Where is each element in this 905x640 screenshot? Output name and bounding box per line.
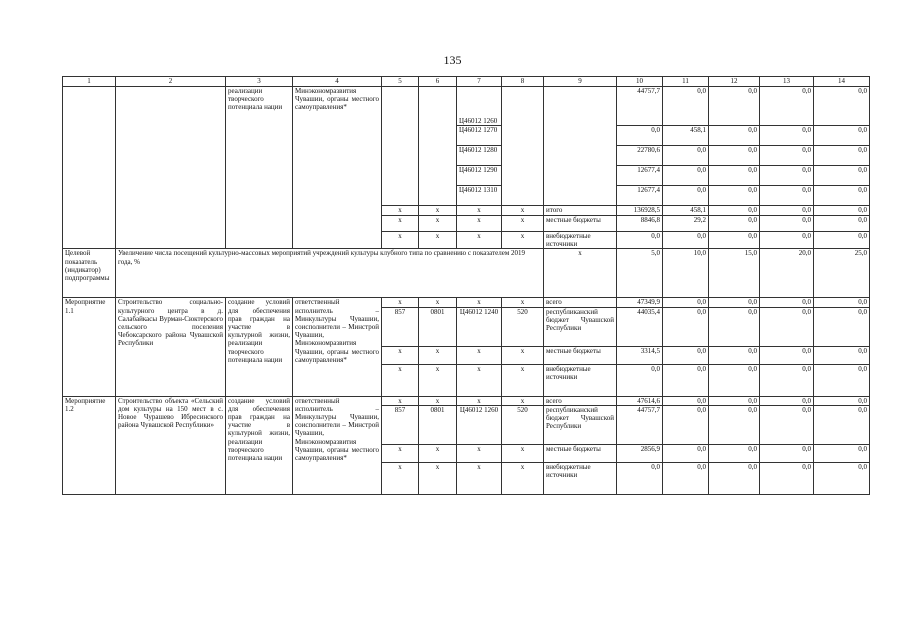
code-cell: 520 <box>502 405 544 444</box>
value-cell: 0,0 <box>663 307 709 346</box>
code-cell: x <box>419 298 457 307</box>
value-cell: 44757,7 <box>617 405 663 444</box>
table-row <box>63 87 870 126</box>
code-cell: Ц46012 1290 <box>457 166 502 186</box>
table-row <box>63 396 870 405</box>
value-cell: 2856,9 <box>617 444 663 462</box>
value-cell: 10,0 <box>663 249 709 298</box>
value-cell: 0,0 <box>709 444 760 462</box>
measure-name: Строительство объекта «Сельский дом культуры на 150 мест в с. Новое Чурашево Ибресинского района Чувашской Республики» <box>116 396 226 494</box>
value-cell: 0,0 <box>814 405 870 444</box>
header-row <box>63 77 870 87</box>
column-header: 4 <box>293 77 382 87</box>
value-cell: 0,0 <box>709 396 760 405</box>
table-body <box>63 77 870 495</box>
x-cell: x <box>382 232 419 249</box>
value-cell: 0,0 <box>663 232 709 249</box>
source-cell: внебюджетные источники <box>544 232 617 249</box>
value-cell: 136928,5 <box>617 206 663 216</box>
value-cell: 0,0 <box>709 232 760 249</box>
value-cell: 0,0 <box>709 307 760 346</box>
value-cell: 12677,4 <box>617 186 663 206</box>
value-cell: 0,0 <box>663 298 709 307</box>
value-cell: 12677,4 <box>617 166 663 186</box>
value-cell: 0,0 <box>814 444 870 462</box>
value-cell: 0,0 <box>760 87 814 126</box>
code-cell: x <box>382 364 419 396</box>
value-cell: 0,0 <box>663 364 709 396</box>
source-cell: внебюджетные источники <box>544 462 617 494</box>
value-cell: 0,0 <box>814 126 870 146</box>
source-cell: республиканский бюджет Чувашской Республики <box>544 307 617 346</box>
value-cell: 0,0 <box>760 364 814 396</box>
source-cell: внебюджетные источники <box>544 364 617 396</box>
goal-cell: создание условий для обеспечения прав граждан на участие в культурной жизни, реализации творческого потенциала нации <box>226 396 293 494</box>
code-cell: Ц46012 1310 <box>457 186 502 206</box>
column-header: 11 <box>663 77 709 87</box>
value-cell: 0,0 <box>760 298 814 307</box>
goal-cell: создание условий для обеспечения прав граждан на участие в культурной жизни, реализации творческого потенциала нации <box>226 298 293 396</box>
x-cell: x <box>382 216 419 232</box>
value-cell: 0,0 <box>709 346 760 364</box>
code-cell: x <box>382 346 419 364</box>
value-cell: 0,0 <box>709 216 760 232</box>
value-cell: 0,0 <box>760 396 814 405</box>
value-cell: 0,0 <box>814 298 870 307</box>
code-cell: x <box>419 364 457 396</box>
code-cell: x <box>457 396 502 405</box>
code-cell: x <box>502 396 544 405</box>
x-cell: x <box>457 232 502 249</box>
source-cell: местные бюджеты <box>544 216 617 232</box>
value-cell: 0,0 <box>814 462 870 494</box>
value-cell: 0,0 <box>617 462 663 494</box>
value-cell: 22780,6 <box>617 146 663 166</box>
value-cell: 0,0 <box>709 298 760 307</box>
code-cell: 0801 <box>419 405 457 444</box>
value-cell: 0,0 <box>617 232 663 249</box>
value-cell: 47349,9 <box>617 298 663 307</box>
value-cell: 0,0 <box>709 87 760 126</box>
value-cell: 8846,8 <box>617 216 663 232</box>
value-cell: 458,1 <box>663 206 709 216</box>
value-cell: 0,0 <box>814 166 870 186</box>
value-cell: 0,0 <box>814 364 870 396</box>
value-cell: 0,0 <box>760 232 814 249</box>
column-header: 13 <box>760 77 814 87</box>
value-cell: 0,0 <box>709 146 760 166</box>
value-cell: 0,0 <box>760 462 814 494</box>
code-cell: x <box>502 462 544 494</box>
value-cell: 0,0 <box>760 216 814 232</box>
column-header: 6 <box>419 77 457 87</box>
value-cell: 0,0 <box>663 462 709 494</box>
code-cell: Ц46012 1260 <box>457 405 502 444</box>
measure-label: Мероприятие 1.2 <box>63 396 116 494</box>
x-cell: x <box>502 232 544 249</box>
indicator-row <box>63 249 870 298</box>
code-cell: x <box>382 298 419 307</box>
value-cell: 15,0 <box>709 249 760 298</box>
source-cell: местные бюджеты <box>544 346 617 364</box>
code-cell: x <box>382 444 419 462</box>
code-cell: x <box>502 346 544 364</box>
indicator-label: Целевой показатель (индикатор) подпрограммы <box>63 249 116 298</box>
column-header: 9 <box>544 77 617 87</box>
empty-cell <box>382 87 419 206</box>
value-cell: 0,0 <box>760 405 814 444</box>
measure-name: Строительство социально-культурного центра в д. Салабайкасы Вурман-Сюктерского сельского поселения Чебоксарского района Чувашской Республики <box>116 298 226 396</box>
x-cell: x <box>544 249 617 298</box>
code-cell: x <box>502 298 544 307</box>
x-cell: x <box>419 232 457 249</box>
value-cell: 0,0 <box>709 186 760 206</box>
x-cell: x <box>419 216 457 232</box>
value-cell: 47614,6 <box>617 396 663 405</box>
column-header: 3 <box>226 77 293 87</box>
value-cell: 0,0 <box>814 206 870 216</box>
value-cell: 0,0 <box>760 186 814 206</box>
x-cell: x <box>502 216 544 232</box>
source-cell: всего <box>544 298 617 307</box>
value-cell: 0,0 <box>663 186 709 206</box>
value-cell: 0,0 <box>709 405 760 444</box>
value-cell: 0,0 <box>663 444 709 462</box>
column-header: 1 <box>63 77 116 87</box>
empty-cell <box>419 87 457 206</box>
code-cell: 857 <box>382 307 419 346</box>
value-cell: 0,0 <box>760 206 814 216</box>
source-cell: республиканский бюджет Чувашской Республики <box>544 405 617 444</box>
value-cell: 458,1 <box>663 126 709 146</box>
value-cell: 29,2 <box>663 216 709 232</box>
value-cell: 0,0 <box>617 126 663 146</box>
value-cell: 25,0 <box>814 249 870 298</box>
value-cell: 20,0 <box>760 249 814 298</box>
value-cell: 0,0 <box>760 307 814 346</box>
executor-cell: Минэкономразвития Чувашии, органы местного самоуправления* <box>293 87 382 249</box>
code-cell: x <box>502 364 544 396</box>
value-cell: 44035,4 <box>617 307 663 346</box>
x-cell: x <box>502 206 544 216</box>
source-cell: итого <box>544 206 617 216</box>
empty-cell <box>502 87 544 206</box>
code-cell: Ц46012 1270 <box>457 126 502 146</box>
executor-cell: ответственный исполнитель – Минкультуры Чувашии, соисполнители – Минстрой Чувашии, Минэкономразвития Чувашии, органы местного самоуправления* <box>293 396 382 494</box>
value-cell: 5,0 <box>617 249 663 298</box>
column-header: 7 <box>457 77 502 87</box>
column-header: 12 <box>709 77 760 87</box>
value-cell: 0,0 <box>709 126 760 146</box>
value-cell: 0,0 <box>709 364 760 396</box>
code-cell: x <box>457 298 502 307</box>
value-cell: 0,0 <box>814 346 870 364</box>
value-cell: 0,0 <box>617 364 663 396</box>
code-cell: 857 <box>382 405 419 444</box>
value-cell: 0,0 <box>814 232 870 249</box>
value-cell: 0,0 <box>663 166 709 186</box>
code-cell: Ц46012 1260 <box>457 87 502 126</box>
value-cell: 3314,5 <box>617 346 663 364</box>
column-header: 10 <box>617 77 663 87</box>
value-cell: 0,0 <box>709 206 760 216</box>
x-cell: x <box>457 216 502 232</box>
value-cell: 0,0 <box>709 166 760 186</box>
code-cell: x <box>382 396 419 405</box>
code-cell: Ц46012 1280 <box>457 146 502 166</box>
code-cell: x <box>419 462 457 494</box>
code-cell: 520 <box>502 307 544 346</box>
value-cell: 0,0 <box>663 346 709 364</box>
program-table <box>62 76 870 495</box>
value-cell: 0,0 <box>814 87 870 126</box>
value-cell: 0,0 <box>663 87 709 126</box>
executor-cell: ответственный исполнитель – Минкультуры Чувашии, соисполнители – Минстрой Чувашии, Минэкономразвития Чувашии, органы местного самоуправления* <box>293 298 382 396</box>
column-header: 2 <box>116 77 226 87</box>
code-cell: x <box>419 346 457 364</box>
value-cell: 0,0 <box>760 166 814 186</box>
indicator-text: Увеличение числа посещений культурно-массовых мероприятий учреждений культуры клубного типа по сравнению с показателем 2019 года, % <box>116 249 544 298</box>
value-cell: 0,0 <box>760 444 814 462</box>
value-cell: 0,0 <box>760 126 814 146</box>
empty-cell <box>116 87 226 249</box>
value-cell: 0,0 <box>814 396 870 405</box>
value-cell: 0,0 <box>709 462 760 494</box>
value-cell: 0,0 <box>760 146 814 166</box>
code-cell: x <box>502 444 544 462</box>
table-row <box>63 298 870 307</box>
value-cell: 44757,7 <box>617 87 663 126</box>
code-cell: x <box>457 462 502 494</box>
code-cell: x <box>419 396 457 405</box>
code-cell: x <box>419 444 457 462</box>
source-cell: местные бюджеты <box>544 444 617 462</box>
empty-cell <box>544 87 617 206</box>
code-cell: x <box>457 364 502 396</box>
value-cell: 0,0 <box>814 186 870 206</box>
x-cell: x <box>382 206 419 216</box>
page-number: 135 <box>443 53 462 67</box>
code-cell: x <box>457 346 502 364</box>
code-cell: x <box>457 444 502 462</box>
column-header: 14 <box>814 77 870 87</box>
x-cell: x <box>457 206 502 216</box>
goal-cell: реализации творческого потенциала нации <box>226 87 293 249</box>
x-cell: x <box>419 206 457 216</box>
measure-label: Мероприятие 1.1 <box>63 298 116 396</box>
column-header: 5 <box>382 77 419 87</box>
code-cell: x <box>382 462 419 494</box>
code-cell: 0801 <box>419 307 457 346</box>
code-cell: Ц46012 1240 <box>457 307 502 346</box>
value-cell: 0,0 <box>814 307 870 346</box>
source-cell: всего <box>544 396 617 405</box>
value-cell: 0,0 <box>663 146 709 166</box>
value-cell: 0,0 <box>663 396 709 405</box>
value-cell: 0,0 <box>814 146 870 166</box>
value-cell: 0,0 <box>760 346 814 364</box>
column-header: 8 <box>502 77 544 87</box>
empty-cell <box>63 87 116 249</box>
value-cell: 0,0 <box>663 405 709 444</box>
value-cell: 0,0 <box>814 216 870 232</box>
